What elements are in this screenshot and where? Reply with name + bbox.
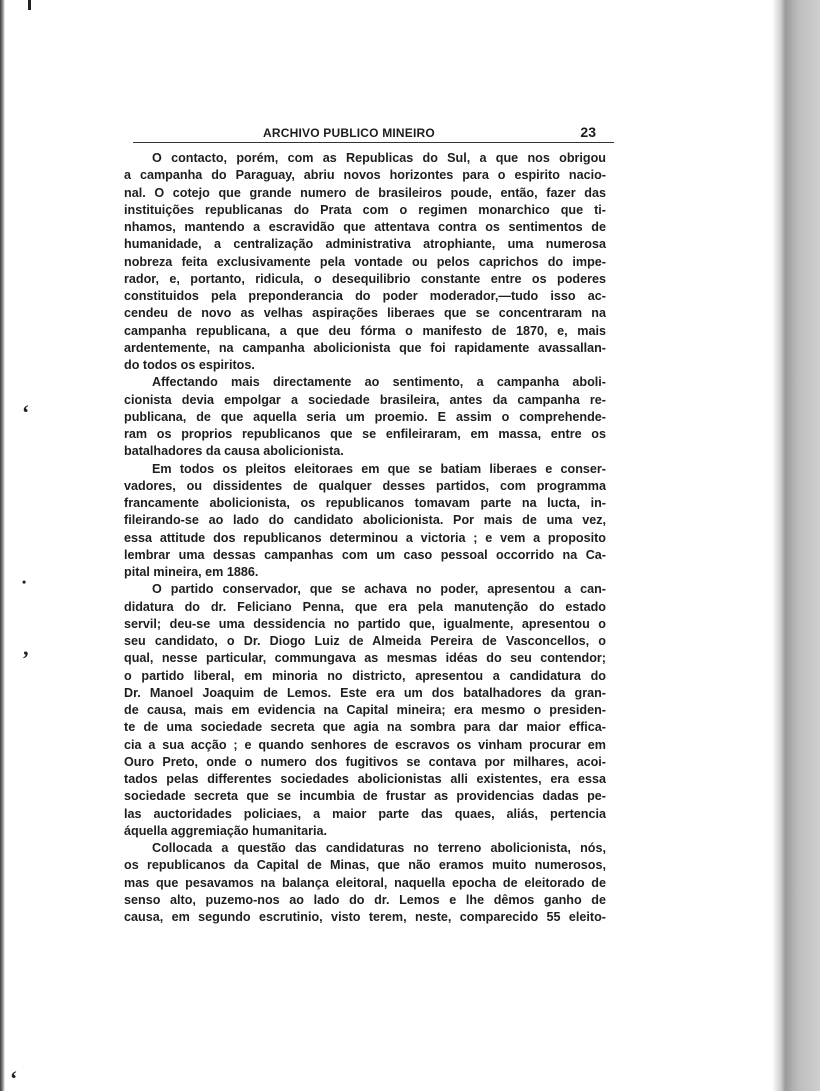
- scan-top-left-mark: [28, 0, 31, 10]
- text-line: tados pelas differentes sociedades abolicionistas alli existentes, era essa: [124, 772, 606, 786]
- scan-right-edge: [772, 0, 820, 1091]
- text-line: o partido liberal, em minoria no districto, apresentou a candidatura do: [124, 668, 606, 683]
- text-line: sociedade secreta que se incumbia de frustar as providencias dadas pe-: [124, 789, 606, 804]
- text-line: te de uma sociedade secreta que agia na sombra para dar maior effica-: [124, 720, 606, 735]
- text-line: lembrar uma dessas campanhas com um caso pessoal occorrido na Ca-: [124, 547, 606, 562]
- margin-mark: •: [22, 575, 27, 589]
- text-line: campanha republicana, a que deu fórma o manifesto de 1870, e, mais: [124, 323, 606, 338]
- text-line: cionista devia empolgar a sociedade brasileira, antes da campanha re-: [124, 392, 606, 407]
- text-line: do todos os espiritos.: [124, 358, 255, 372]
- text-line: didatura do dr. Feliciano Penna, que era pela manutenção do estado: [124, 599, 606, 614]
- text-line: cendeu de novo as velhas aspirações liberaes que se concentraram na: [124, 306, 606, 321]
- text-line: pital mineira, em 1886.: [124, 565, 259, 579]
- text-line: constituidos pela preponderancia do poder moderador,—tudo isso ac-: [124, 289, 606, 303]
- text-line: cia a sua acção ; e quando senhores de escravos os vinham procurar em: [124, 737, 606, 752]
- text-line: servil; deu-se uma dessidencia no partido que, igualmente, apresentou o: [124, 616, 606, 631]
- text-line: nobreza feita exclusivamente pela vontade ou pelos caprichos do impe-: [124, 254, 606, 269]
- text-line: os republicanos da Capital de Minas, que não eramos muito numerosos,: [124, 858, 606, 873]
- text-line: batalhadores da causa abolicionista.: [124, 444, 344, 459]
- text-line: mas que pesavamos na balança eleitoral, naquella epocha de eleitorado de: [124, 875, 606, 890]
- header-title: ARCHIVO PUBLICO MINEIRO: [263, 126, 435, 140]
- text-line: Affectando mais directamente ao sentimento, a campanha aboli-: [152, 375, 606, 390]
- page-number: 23: [580, 124, 596, 140]
- text-line: O contacto, porém, com as Republicas do Sul, a que nos obrigou: [152, 151, 606, 165]
- margin-mark: ‘: [22, 400, 30, 425]
- text-line: de causa, mais em evidencia na Capital mineira; era mesmo o presiden-: [124, 703, 606, 717]
- margin-mark: ’: [22, 646, 30, 671]
- body-text: [124, 150, 606, 926]
- text-line: a campanha do Paraguay, abriu novos horizontes para o espirito nacio-: [124, 168, 606, 183]
- text-line: Collocada a questão das candidaturas no terreno abolicionista, nós,: [152, 841, 606, 855]
- text-line: Em todos os pleitos eleitoraes em que se batiam liberaes e conser-: [152, 461, 606, 476]
- text-line: rador, e, portanto, ridicula, o desequilibrio constante entre os poderes: [124, 271, 606, 286]
- margin-mark: ‘: [10, 1066, 18, 1091]
- text-line: publicana, de que aquella seria um proemio. E assim o comprehende-: [124, 409, 606, 424]
- text-line: áquella aggremiação humanitaria.: [124, 823, 327, 838]
- text-line: ardentemente, na campanha abolicionista que foi rapidamente avassallan-: [124, 340, 606, 355]
- running-header: [133, 124, 614, 143]
- text-line: O partido conservador, que se achava no poder, apresentou a can-: [152, 582, 606, 597]
- text-line: instituições republicanas do Prata com o regimen monarchico que ti-: [124, 202, 606, 217]
- text-line: francamente abolicionista, os republicanos tomavam parte na lucta, in-: [124, 496, 606, 510]
- text-line: seu candidato, o Dr. Diogo Luiz de Almeida Pereira de Vasconcellos, o: [124, 634, 606, 648]
- text-line: senso alto, puzemo-nos ao lado do dr. Lemos e lhe dêmos ganho de: [124, 892, 606, 907]
- text-line: essa attitude dos republicanos determinou a victoria ; e vem a proposito: [124, 530, 606, 545]
- text-line: Ouro Preto, onde o numero dos fugitivos se contava por milhares, acoi-: [124, 754, 606, 769]
- scan-left-edge: [0, 0, 5, 1091]
- text-line: ram os proprios republicanos que se enfileiraram, em massa, entre os: [124, 427, 606, 441]
- text-line: Dr. Manoel Joaquim de Lemos. Este era um dos batalhadores da gran-: [124, 685, 606, 700]
- text-line: humanidade, a centralização administrativa atrophiante, uma numerosa: [124, 237, 606, 252]
- text-line: qual, nesse particular, commungava as mesmas idéas do seu contendor;: [124, 651, 606, 666]
- text-line: las auctoridades policiaes, a maior parte das quaes, aliás, pertencia: [124, 806, 606, 821]
- text-line: causa, em segundo escrutinio, visto terem, neste, comparecido 55 eleito-: [124, 910, 606, 924]
- text-line: nhamos, mantendo a escravidão que attentava contra os sentimentos de: [124, 220, 606, 234]
- text-line: fileirando-se ao lado do candidato abolicionista. Por mais de uma vez,: [124, 513, 606, 528]
- text-line: nal. O cotejo que grande numero de brasileiros poude, então, fazer das: [124, 185, 606, 200]
- text-line: vadores, ou dissidentes de qualquer desses partidos, com programma: [124, 478, 606, 493]
